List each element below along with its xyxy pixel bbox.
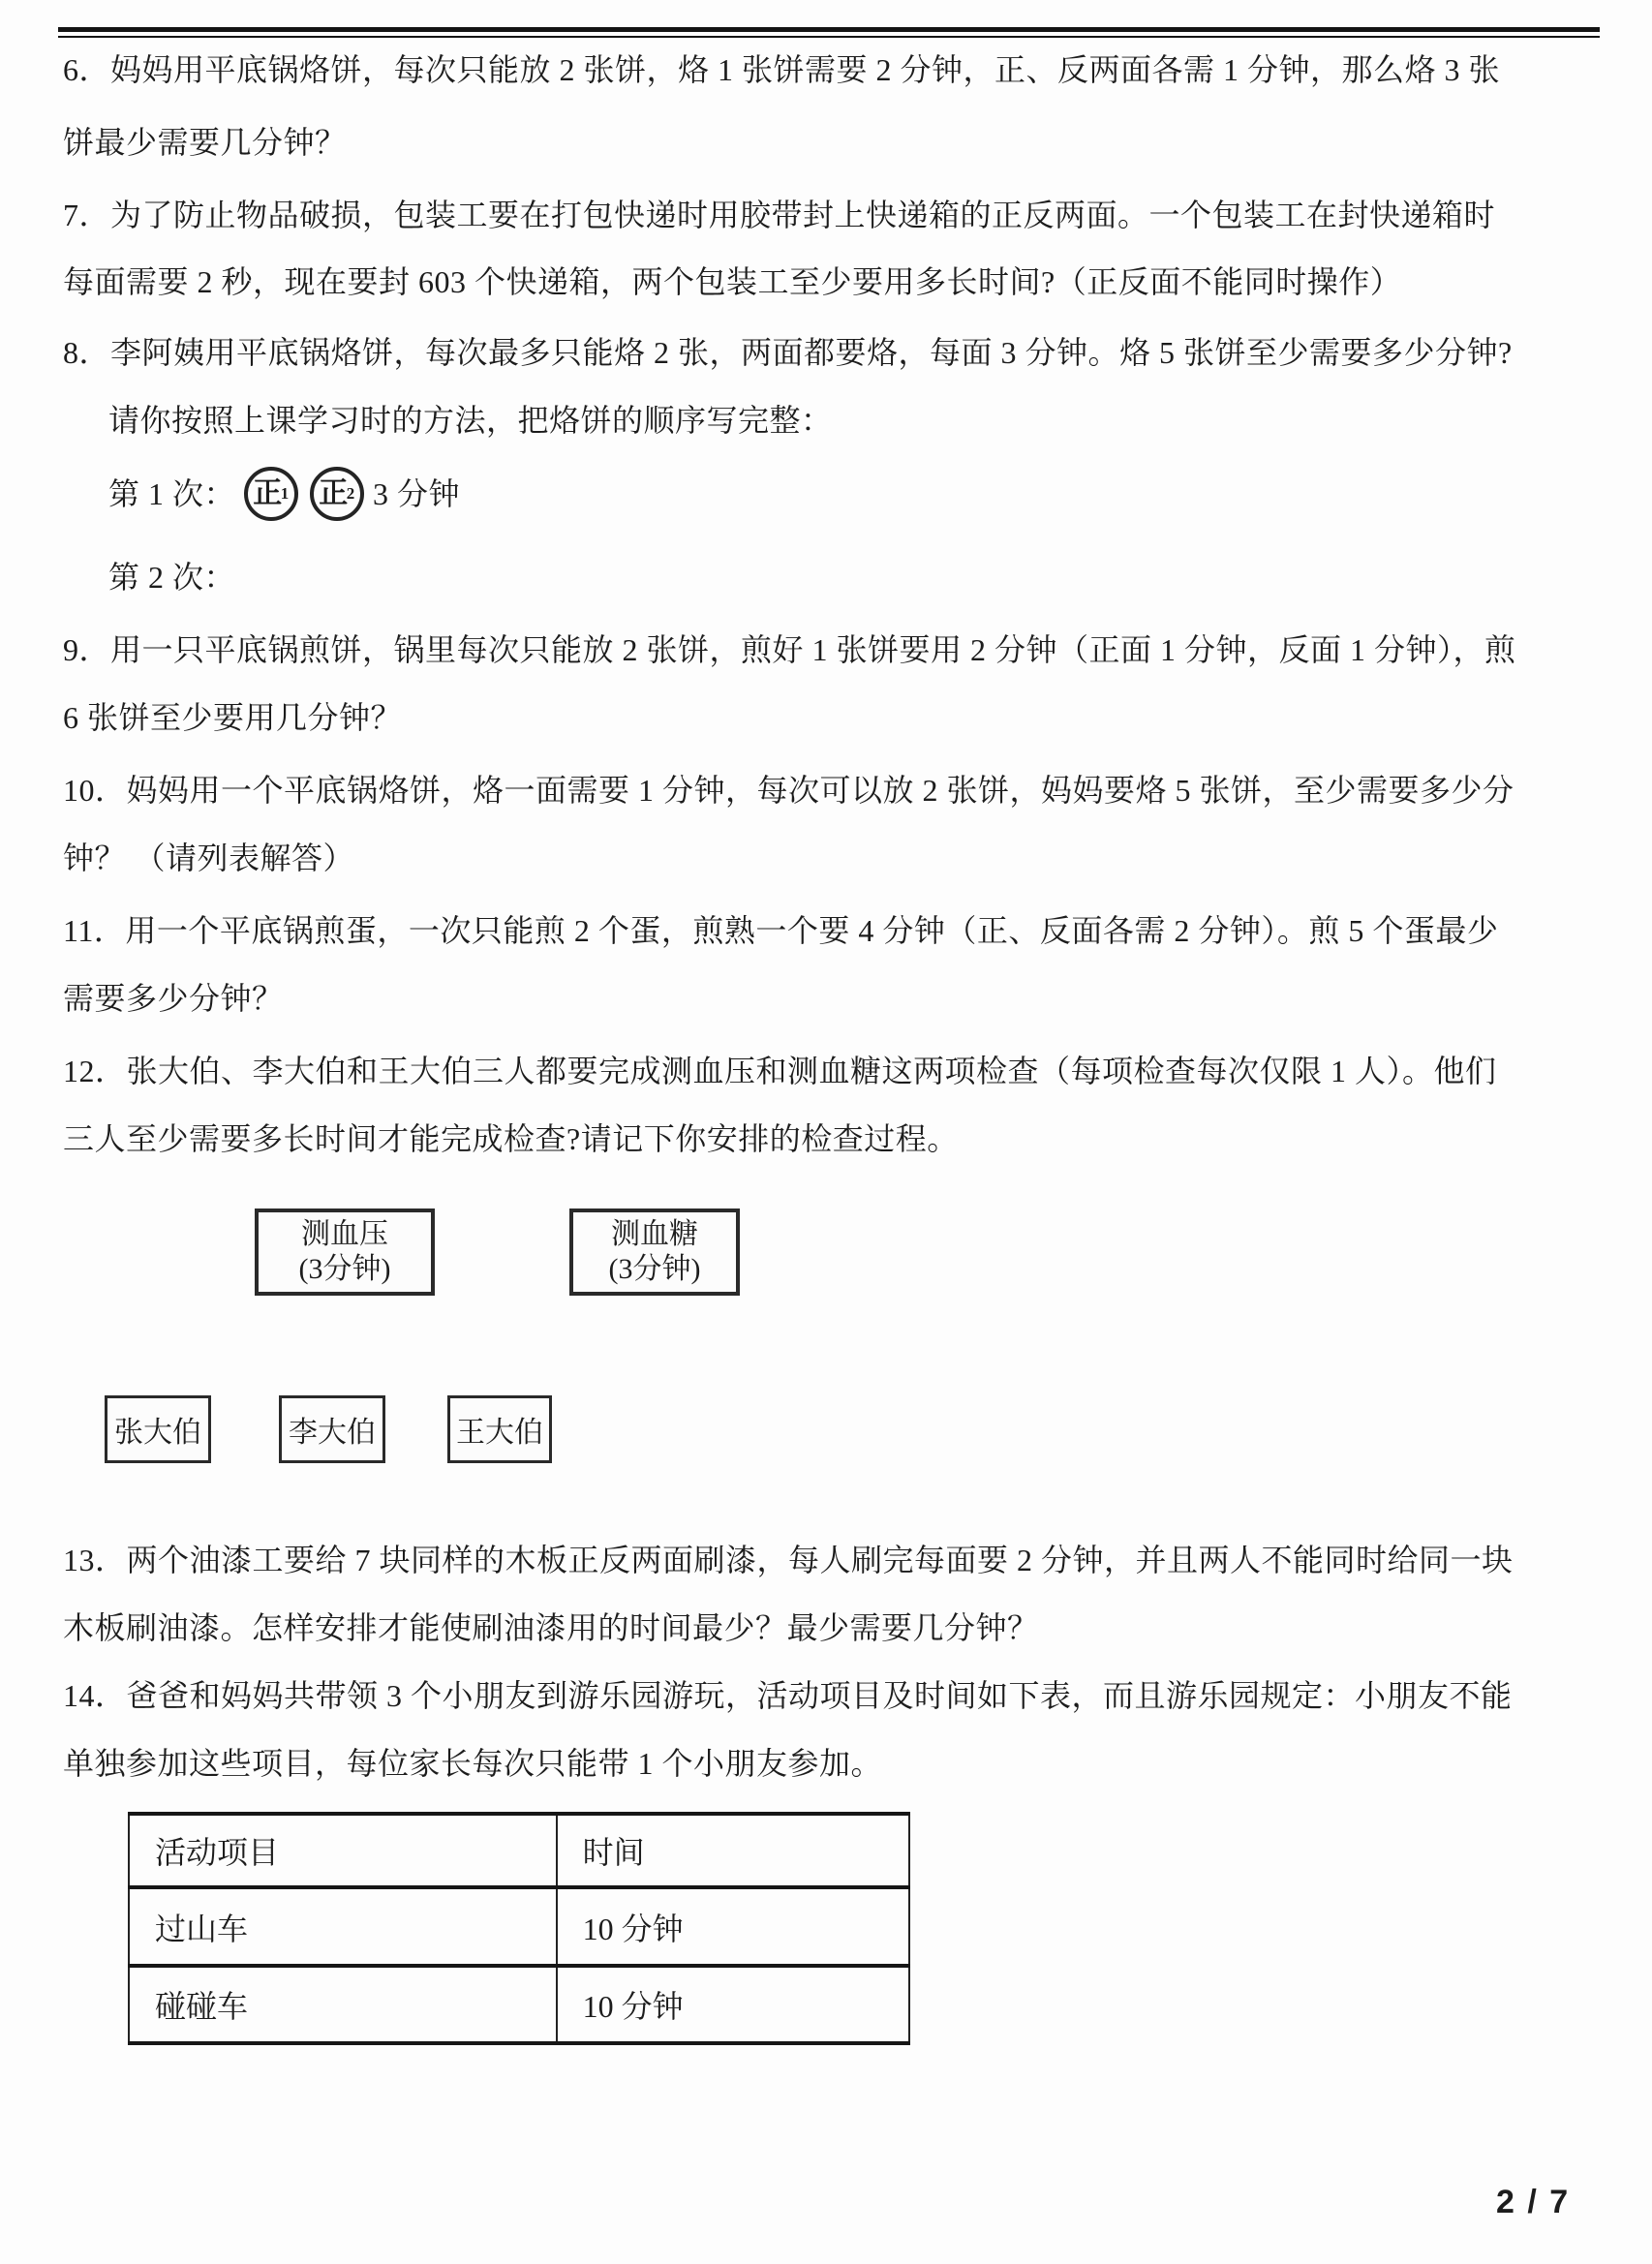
cell-activity: 碰碰车 xyxy=(129,1966,557,2043)
question-7-line-2: 每面需要 2 秒，现在要封 603 个快递箱，两个包装工至少要用多长时间?（正反面不能同时操作） xyxy=(63,264,1402,299)
pancake-1-char: 正 xyxy=(253,477,283,509)
table-row xyxy=(129,1966,909,2043)
header-time: 时间 xyxy=(557,1814,909,1887)
pancake-2-stamp-icon xyxy=(310,467,364,521)
question-13-line-2: 木板刷油漆。怎样安排才能使刷油漆用的时间最少？最少需要几分钟？ xyxy=(63,1610,1039,1645)
attempt-1-label: 第 1 次： xyxy=(108,476,236,511)
person-box-wang: 王大伯 xyxy=(447,1395,552,1463)
question-10-line-2: 钟？ （请列表解答） xyxy=(63,841,355,875)
question-8-line-2: 请你按照上课学习时的方法，把烙饼的顺序写完整： xyxy=(108,403,833,438)
question-14-line-2: 单独参加这些项目，每位家长每次只能带 1 个小朋友参加。 xyxy=(63,1746,883,1781)
header-rule xyxy=(58,27,1600,38)
pancake-2-char: 正 xyxy=(319,477,349,509)
question-10-line-1: 10．妈妈用一个平底锅烙饼，烙一面需要 1 分钟，每次可以放 2 张饼，妈妈要烙 5 张饼，至少需要多少分 xyxy=(63,773,1514,808)
pancake-1-sub: 1 xyxy=(280,484,290,503)
question-7-line-1: 7．为了防止物品破损，包装工要在打包快递时用胶带封上快递箱的正反两面。一个包装工在封快递箱时 xyxy=(63,198,1496,232)
header-activity: 活动项目 xyxy=(129,1814,557,1887)
blood-pressure-box xyxy=(255,1208,435,1296)
table-header-row xyxy=(129,1814,909,1887)
question-8-attempt-1 xyxy=(108,467,460,521)
question-11-line-1: 11．用一个平底锅煎蛋，一次只能煎 2 个蛋，煎熟一个要 4 分钟（正、反面各需 2 分钟）。煎 5 个蛋最少 xyxy=(63,913,1499,948)
activity-table xyxy=(128,1812,910,2045)
blood-pressure-label: 测血压 xyxy=(301,1218,388,1250)
question-14-line-1: 14．爸爸和妈妈共带领 3 个小朋友到游乐园游玩，活动项目及时间如下表，而且游乐园规定：小朋友不能 xyxy=(63,1678,1513,1713)
question-8-line-1: 8．李阿姨用平底锅烙饼，每次最多只能烙 2 张，两面都要烙，每面 3 分钟。烙 5 张饼至少需要多少分钟? xyxy=(63,335,1513,370)
question-6-line-1: 6．妈妈用平底锅烙饼，每次只能放 2 张饼，烙 1 张饼需要 2 分钟，正、反两面各需 1 分钟，那么烙 3 张 xyxy=(63,52,1501,87)
pancake-1-stamp-icon xyxy=(244,467,298,521)
blood-sugar-time: (3分钟) xyxy=(608,1253,701,1285)
cell-time: 10 分钟 xyxy=(557,1887,909,1966)
blood-pressure-time: (3分钟) xyxy=(298,1253,391,1285)
question-13-line-1: 13．两个油漆工要给 7 块同样的木板正反两面刷漆，每人刷完每面要 2 分钟，并且两人不能同时给同一块 xyxy=(63,1543,1514,1577)
question-8-attempt-2: 第 2 次： xyxy=(108,560,236,595)
question-6-line-2: 饼最少需要几分钟？ xyxy=(63,125,347,160)
question-9-line-2: 6 张饼至少要用几分钟？ xyxy=(63,700,403,735)
question-12-line-1: 12．张大伯、李大伯和王大伯三人都要完成测血压和测血糖这两项检查（每项检查每次仅限 1 人）。他们 xyxy=(63,1054,1497,1088)
pancake-2-sub: 2 xyxy=(346,484,355,503)
question-12-line-2: 三人至少需要多长时间才能完成检查?请记下你安排的检查过程。 xyxy=(63,1121,959,1156)
person-box-zhang: 张大伯 xyxy=(105,1395,211,1463)
page-number: 2 / 7 xyxy=(1496,2184,1571,2220)
table-row xyxy=(129,1887,909,1966)
cell-time: 10 分钟 xyxy=(557,1966,909,2043)
question-9-line-1: 9．用一只平底锅煎饼，锅里每次只能放 2 张饼，煎好 1 张饼要用 2 分钟（正面 1 分钟，反面 1 分钟），煎 xyxy=(63,632,1516,667)
blood-sugar-box xyxy=(569,1208,740,1296)
attempt-1-time: 3 分钟 xyxy=(373,476,461,511)
person-box-li: 李大伯 xyxy=(279,1395,385,1463)
cell-activity: 过山车 xyxy=(129,1887,557,1966)
blood-sugar-label: 测血糖 xyxy=(611,1218,698,1250)
question-11-line-2: 需要多少分钟？ xyxy=(63,981,284,1016)
